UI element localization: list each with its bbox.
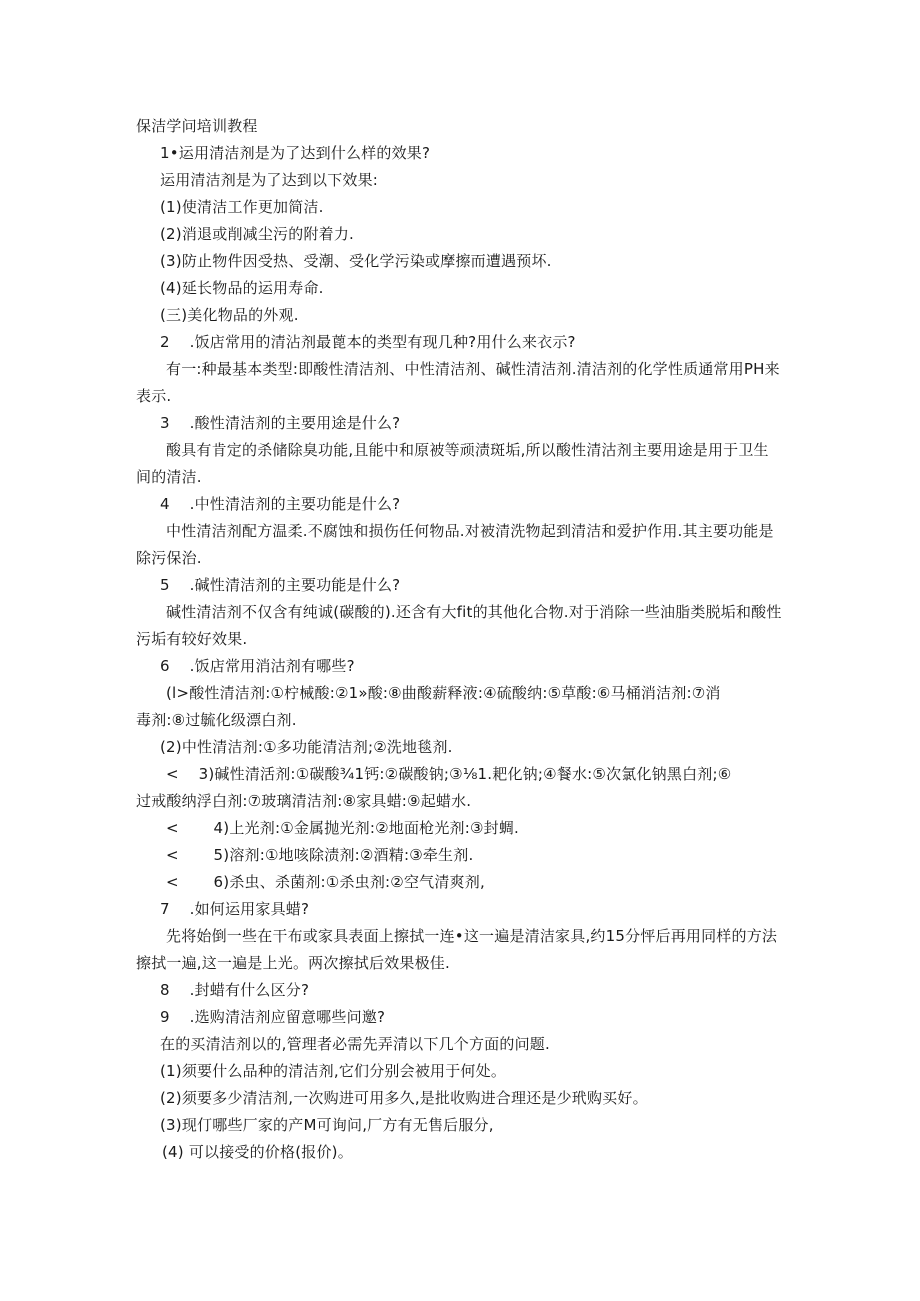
answer-line: (l>酸性清洁剂:①柠械酸:②1»酸:⑧曲酸薪释液:④硫酸纳:⑤草酸:⑥马桶消洁剂:⑦消 — [166, 684, 721, 702]
question-3: 3 .酸性清洁剂的主要用途是什么? — [160, 414, 401, 432]
answer-item: < 6)杀虫、杀菌剂:①杀虫剂:②空气清爽剂, — [166, 873, 485, 891]
answer-line: 碱性清洁剂不仅含有纯诚(碳酸的).还含有大fit的其他化合物.对于消除一些油脂类脱垢和酸性 — [166, 603, 782, 621]
question-4: 4 .中性清洁剂的主要功能是什么? — [160, 495, 401, 513]
answer-item: (3)现仃哪些厂家的产M可询问,厂方有无售后服分, — [160, 1116, 494, 1134]
answer-line: 毒剂:⑧过毓化级漂白剂. — [136, 711, 297, 729]
answer-line: 在的买清洁剂以的,管理者必需先弄清以下几个方面的问题. — [160, 1035, 550, 1053]
answer-item: < 5)溶剂:①地咳除渍剂:②酒精:③牵生剂. — [166, 846, 474, 864]
question-7: 7 .如何运用家具蜡? — [160, 900, 310, 918]
answer-item: (1)须要什么品种的清洁剂,它们分别会被用于何处。 — [160, 1062, 507, 1080]
answer-line: 先将始倒一些在干布或家具表面上擦拭一连•这一遍是清洁家具,约15分怦后再用同样的方法 — [166, 927, 778, 945]
answer-item: (三)美化物品的外观. — [160, 306, 299, 324]
answer-line: 过戒酸纳浮白剂:⑦玻璃清洁剂:⑧家具蜡:⑨起蜡水. — [136, 792, 472, 810]
answer-line: 运用清洁剂是为了达到以下效果: — [160, 171, 379, 189]
question-2: 2 .饭店常用的清沾剂最蓖本的类型有现几种?用什么来衣示? — [160, 333, 576, 351]
answer-line: 酸具有肯定的杀储除臭功能,且能中和原被等顽渍斑垢,所以酸性清沽剂主要用途是用于卫生 — [166, 441, 769, 459]
answer-line: 有一:种最基本类型:即酸性清洁剂、中性清洁剂、碱性清洁剂.清洁剂的化学性质通常用PH来 — [166, 360, 780, 378]
answer-line: 除污保治. — [136, 549, 202, 567]
question-9: 9 .选购清洁剂应留意哪些问邀? — [160, 1008, 386, 1026]
answer-item: (4)延长物品的运用寿命. — [160, 279, 324, 297]
answer-line: 表示. — [136, 387, 172, 405]
answer-item: < 4)上光剂:①金属抛光剂:②地面枪光剂:③封蜩. — [166, 819, 520, 837]
answer-line: 中性清洁剂配方温柔.不腐蚀和损伤任何物品.对被清洗物起到清洁和爱护作用.其主要功能是 — [166, 522, 774, 540]
question-8: 8 .封蜡有什么区分? — [160, 981, 310, 999]
answer-item: (2)消退或削减尘污的附着力. — [160, 225, 355, 243]
question-1: 1•运用清洁剂是为了达到什么样的效果? — [160, 144, 431, 162]
question-5: 5 .碱性清洁剂的主要功能是什么? — [160, 576, 401, 594]
answer-line: 擦拭一遍,这一遍是上光。两次擦拭后效果极佳. — [136, 954, 450, 972]
document-title: 保洁学问培训教程 — [136, 117, 258, 135]
answer-item: < 3)碱性清活剂:①碳酸¾1钙:②碳酸钠;③⅛1.耙化钠;④餐水:⑤次氯化钠黑白剂;⑥ — [166, 765, 732, 783]
answer-item: (3)防止物件因受热、受潮、受化学污染或摩擦而遭遇预坏. — [160, 252, 552, 270]
answer-line: 污垢有较好效果. — [136, 630, 248, 648]
answer-line: 间的清洁. — [136, 468, 202, 486]
answer-item: (2)须要多少清洁剂,一次购进可用多久,是批收购进合理还是少玳购买好。 — [160, 1089, 648, 1107]
answer-item: (4) 可以接受的价格(报价)。 — [162, 1143, 353, 1161]
answer-item: (1)使清洁工作更加简洁. — [160, 198, 324, 216]
question-6: 6 .饭店常用消沽剂有哪些? — [160, 657, 355, 675]
answer-item: (2)中性清洁剂:①多功能清洁剂;②洗地毯剂. — [160, 738, 453, 756]
